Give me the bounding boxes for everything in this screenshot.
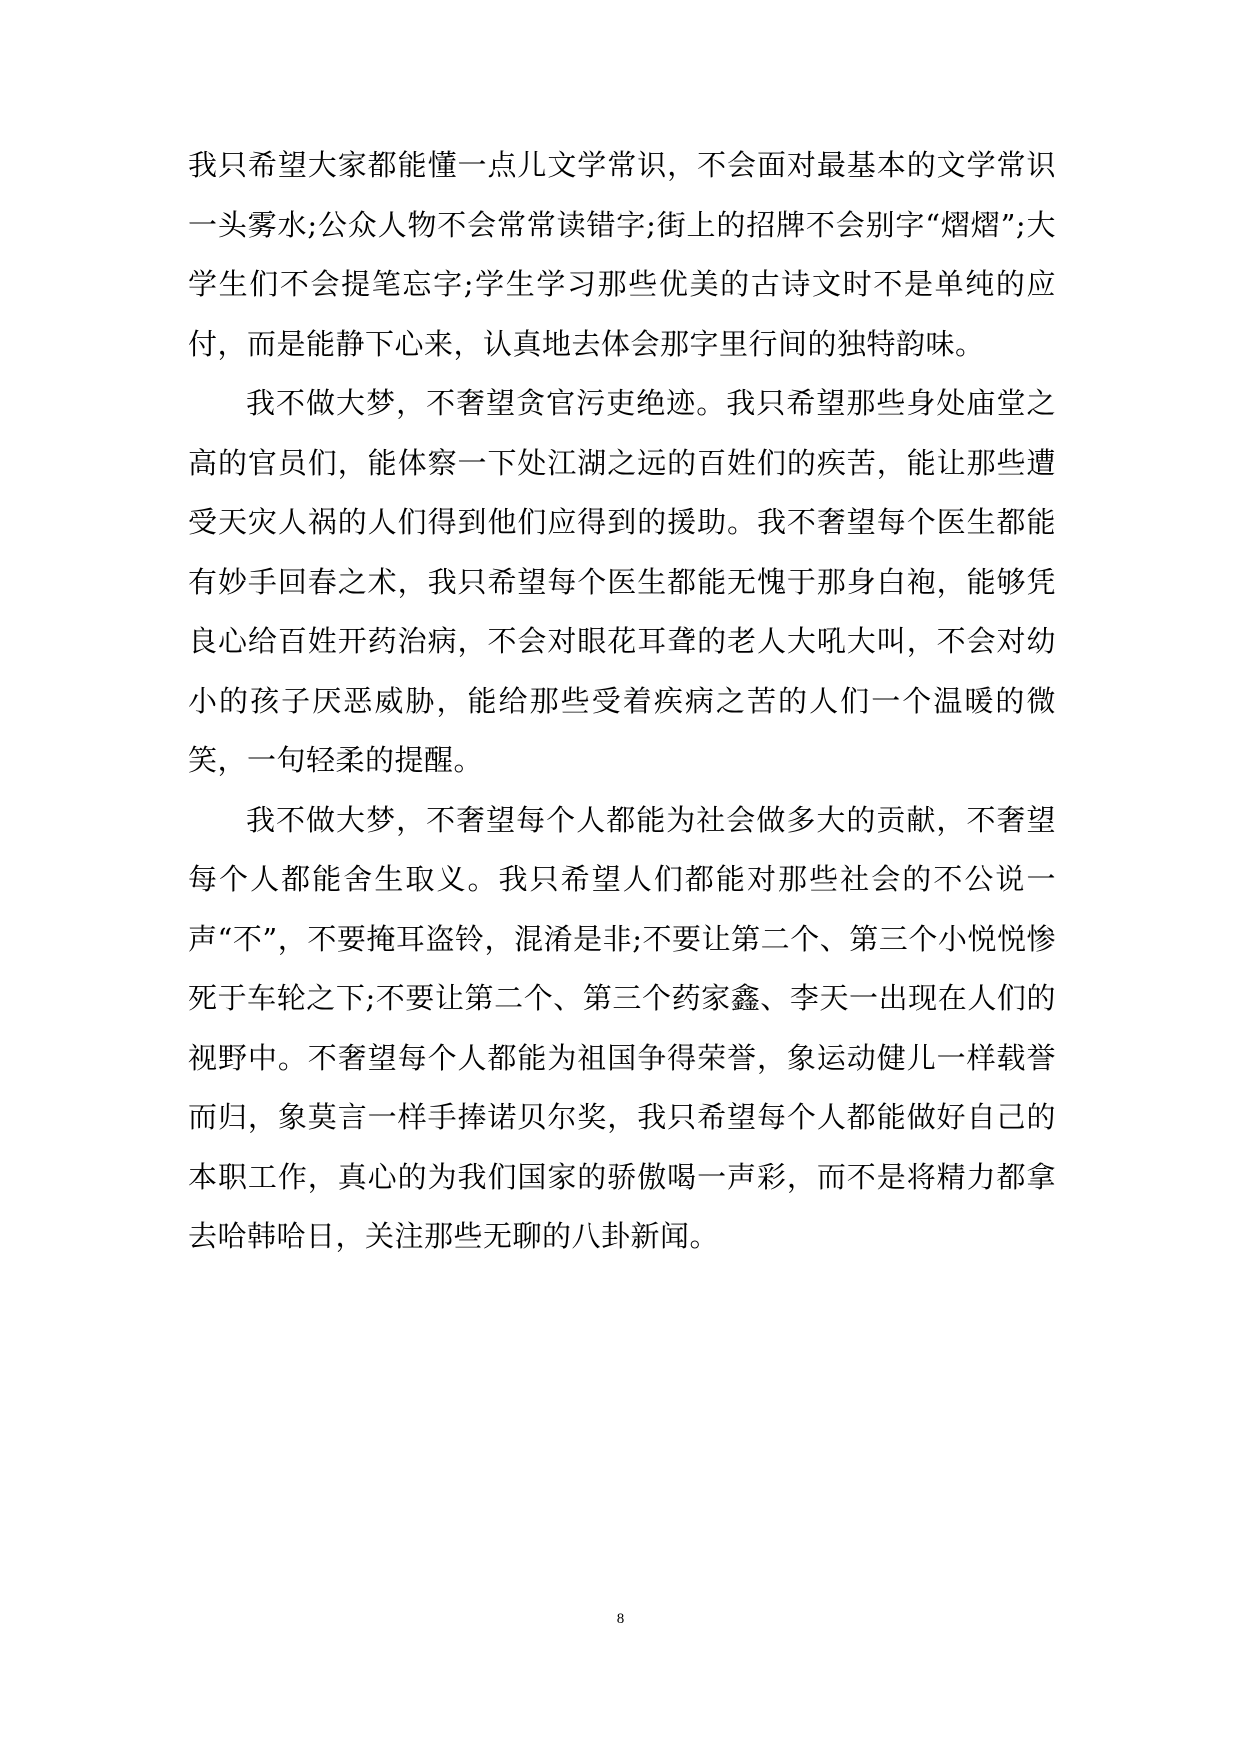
paragraph-1: 我只希望大家都能懂一点儿文学常识，不会面对最基本的文学常识一头雾水;公众人物不会常常读错字;街上的招牌不会别字“熠熠”;大学生们不会提笔忘字;学生学习那些优美的古诗文时不是单纯的应付，而是能静下心来，认真地去体会那字里行间的独特韵味。 <box>188 148 1056 361</box>
paragraph-2: 我不做大梦，不奢望贪官污吏绝迹。我只希望那些身处庙堂之高的官员们，能体察一下处江湖之远的百姓们的疾苦，能让那些遭受天灾人祸的人们得到他们应得到的援助。我不奢望每个医生都能有妙手回春之术，我只希望每个医生都能无愧于那身白袍，能够凭良心给百姓开药治病，不会对眼花耳聋的老人大吼大叫，不会对幼小的孩子厌恶威胁，能给那些受着疾病之苦的人们一个温暖的微笑，一句轻柔的提醒。 <box>188 386 1056 777</box>
page-number: 8 <box>616 1611 625 1627</box>
text-body <box>188 136 1056 1267</box>
paragraph-3: 我不做大梦，不奢望每个人都能为社会做多大的贡献，不奢望每个人都能舍生取义。我只希望人们都能对那些社会的不公说一声“不”，不要掩耳盗铃，混淆是非;不要让第二个、第三个小悦悦惨死于车轮之下;不要让第二个、第三个药家鑫、李天一出现在人们的视野中。不奢望每个人都能为祖国争得荣誉，象运动健儿一样载誉而归，象莫言一样手捧诺贝尔奖，我只希望每个人都能做好自己的本职工作，真心的为我们国家的骄傲喝一声彩，而不是将精力都拿去哈韩哈日，关注那些无聊的八卦新闻。 <box>188 802 1056 1253</box>
